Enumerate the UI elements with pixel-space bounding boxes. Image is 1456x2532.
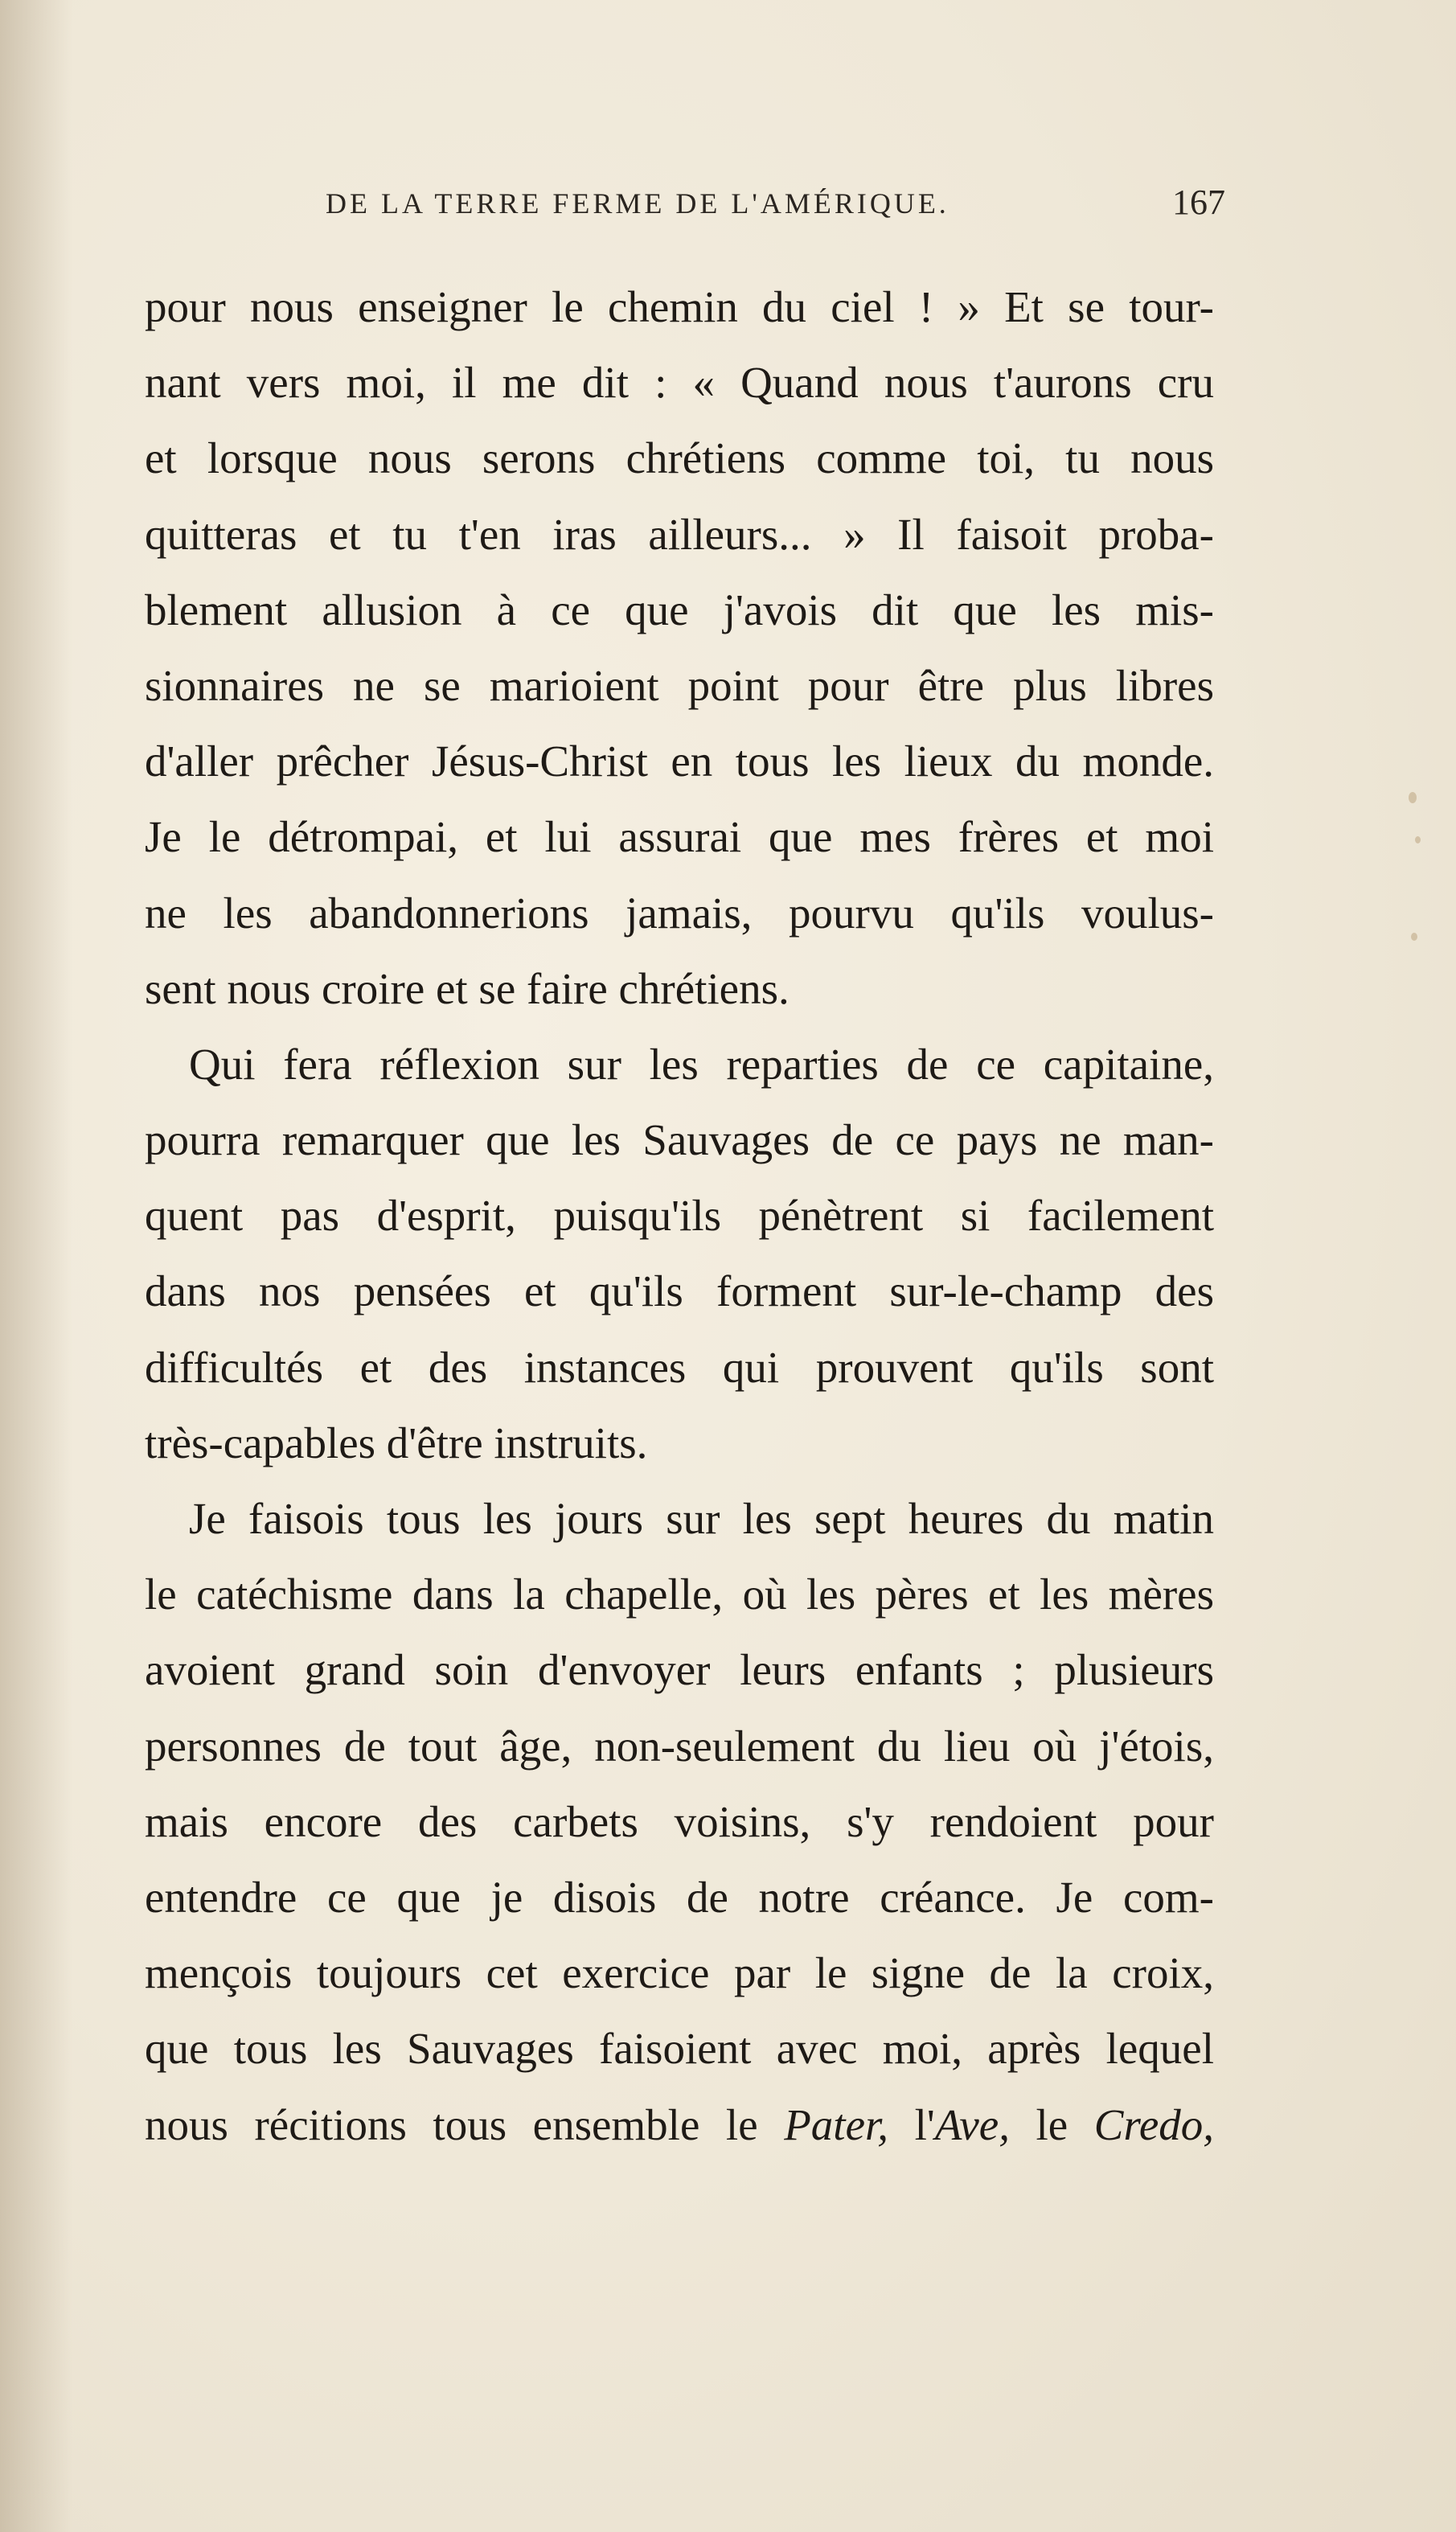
paragraph-start-line: Qui fera réflexion sur les reparties de ce capitaine, <box>189 1039 1214 1089</box>
text-line: d'aller prêcher Jésus-Christ en tous les lieux du monde. <box>145 737 1214 786</box>
text-line: pour nous enseigner le chemin du ciel ! » Et se tour- <box>145 282 1214 331</box>
pater-italic: Pater, <box>784 2099 889 2149</box>
text-line: difficultés et des instances qui prouvent qu'ils sont <box>145 1342 1214 1392</box>
text-line: entendre ce que je disois de notre créance. Je com- <box>145 1872 1214 1922</box>
final-line-text: le <box>1009 2099 1094 2149</box>
text-line: que tous les Sauvages faisoient avec moi, après lequel <box>145 2024 1214 2074</box>
text-line: très-capables d'être instruits. <box>145 1418 648 1467</box>
paper-speck <box>1415 836 1421 843</box>
paper-speck <box>1411 933 1417 941</box>
text-line: ne les abandonnerions jamais, pourvu qu'ils voulus- <box>145 888 1214 938</box>
text-line: dans nos pensées et qu'ils forment sur-le-champ des <box>145 1266 1214 1316</box>
gutter-shadow <box>0 0 72 2532</box>
paper-speck <box>1409 792 1417 803</box>
paragraph-start-line: Je faisois tous les jours sur les sept heures du matin <box>189 1494 1214 1543</box>
text-line: quitteras et tu t'en iras ailleurs... » Il faisoit proba- <box>145 509 1214 559</box>
running-head: DE LA TERRE FERME DE L'AMÉRIQUE. <box>326 187 949 220</box>
text-line: le catéchisme dans la chapelle, où les pères et les mères <box>145 1570 1214 1619</box>
text-line: sionnaires ne se marioient point pour être plus libres <box>145 660 1214 710</box>
body-text <box>145 269 1214 2163</box>
text-line: mençois toujours cet exercice par le signe de la croix, <box>145 1948 1214 1998</box>
text-line: personnes de tout âge, non-seulement du lieu où j'étois, <box>145 1721 1214 1771</box>
text-line: nant vers moi, il me dit : « Quand nous t'aurons cru <box>145 358 1214 408</box>
final-line-text: l' <box>888 2099 935 2149</box>
text-line-final <box>145 2087 1214 2163</box>
text-line: avoient grand soin d'envoyer leurs enfants ; plusieurs <box>145 1645 1214 1695</box>
text-line: blement allusion à ce que j'avois dit que les mis- <box>145 585 1214 634</box>
text-line: quent pas d'esprit, puisqu'ils pénètrent si facilement <box>145 1191 1214 1241</box>
text-line: Je le détrompai, et lui assurai que mes frères et moi <box>145 812 1214 862</box>
text-line: pourra remarquer que les Sauvages de ce pays ne man- <box>145 1115 1214 1165</box>
text-line: et lorsque nous serons chrétiens comme toi, tu nous <box>145 433 1214 483</box>
credo-italic: Credo, <box>1093 2099 1214 2149</box>
ave-italic: Ave, <box>934 2099 1010 2149</box>
text-line: mais encore des carbets voisins, s'y rendoient pour <box>145 1796 1214 1846</box>
text-line: sent nous croire et se faire chrétiens. <box>145 963 790 1013</box>
page-number: 167 <box>1172 183 1225 222</box>
final-line-text: nous récitions tous ensemble le <box>145 2099 785 2149</box>
